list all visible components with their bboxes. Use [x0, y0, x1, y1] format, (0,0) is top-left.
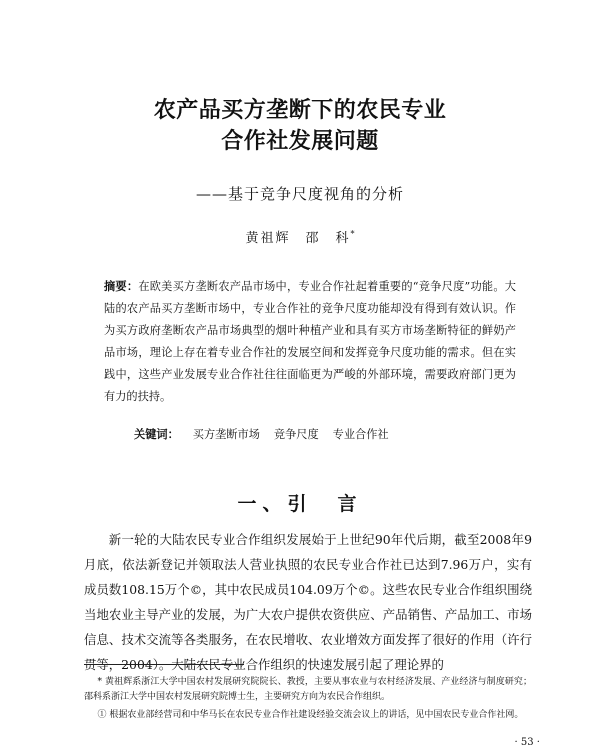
footnotes [84, 675, 532, 726]
section-heading: 一、引 言 [237, 493, 363, 515]
keyword-item: 买方垄断市场 [192, 428, 260, 441]
footnote-author: * 黄祖辉系浙江大学中国农村发展研究院院长、教授，主要从事农业与农村经济发展、产业经济与制度研究；邵科系浙江大学中国农村发展研究院博士生，主要研究方向为农民合作组织。 [84, 677, 532, 702]
author-names: 黄祖辉 邵 科 [245, 231, 351, 246]
keyword-item: 专业合作社 [332, 428, 389, 441]
body-text [84, 527, 532, 677]
abstract [104, 276, 516, 408]
keywords [134, 426, 524, 444]
keywords-label: 关键词： [134, 428, 179, 441]
page-number: · 53 · [514, 737, 540, 748]
abstract-label: 摘要： [104, 280, 139, 293]
title-line-1: 农产品买方垄断下的农民专业 [153, 98, 447, 123]
author-footnote-mark: * [350, 229, 355, 239]
title-line-2: 合作社发展问题 [221, 129, 379, 154]
authors [0, 227, 600, 246]
subtitle: ——基于竞争尺度视角的分析 [195, 185, 404, 203]
footnote-1: ① 根据农业部经营司和中华马长在农民专业合作社建设经验交流会议上的讲话，见中国农民专业合作社网。 [97, 710, 524, 720]
body-paragraph: 新一轮的大陆农民专业合作组织发展始于上世纪90年代后期，截至2008年9月底，依法新登记并领取法人营业执照的农民专业合作社已达到7.96万户，实有成员数108.15万个©，其中农民成员104.09万个©。这些农民专业合作组织围绕当地农业主导产业的发展，为广大农户提供农资供应、产品销售、产品加工、市场信息、技术交流等各类服务，在农民增收、农业增效方面发挥了很好的作用（许行贯等，2004）。大陆农民专业合作组织的快速发展引起了理论界的 [84, 532, 532, 672]
abstract-text: 在欧美买方垄断农产品市场中，专业合作社起着重要的“竞争尺度”功能。大陆的农产品买方垄断市场中，专业合作社的竞争尺度功能却没有得到有效认识。作为买方政府垄断农产品市场典型的烟叶种植产业和具有买方市场垄断特征的鲜奶产品市场，理论上存在着专业合作社的发展空间和发挥竞争尺度功能的需求。但在实践中，这些产业发展专业合作社往往面临更为严峻的外部环境，需要政府部门更为有力的扶持。 [104, 280, 516, 403]
keyword-item: 竞争尺度 [273, 428, 319, 441]
footnote-divider [84, 664, 244, 665]
